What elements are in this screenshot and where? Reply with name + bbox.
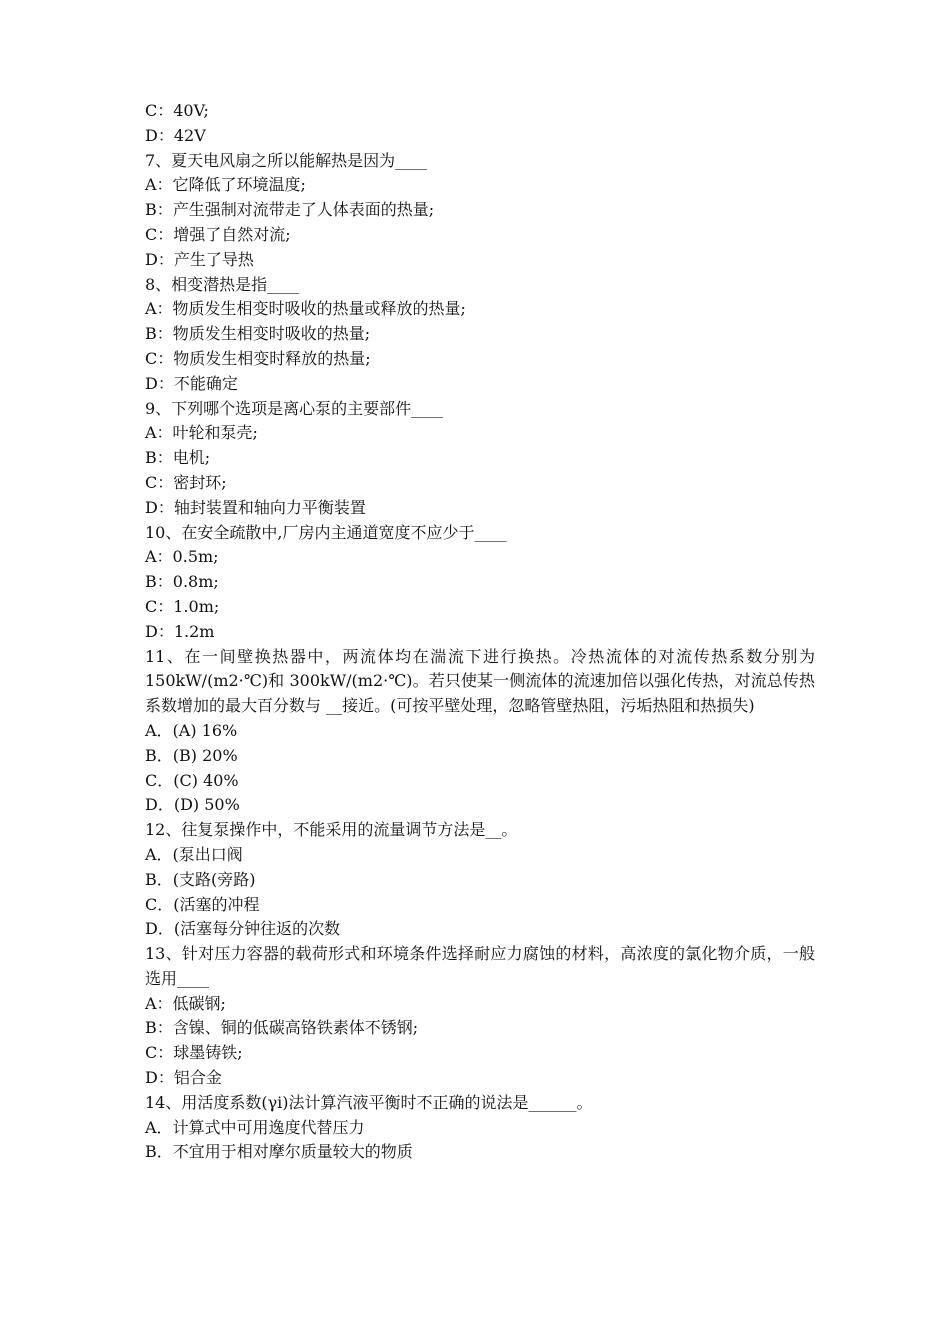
option-c-q6: C：40V; <box>145 101 209 120</box>
option-d-q9: D：轴封装置和轴向力平衡装置 <box>145 497 366 517</box>
option-b-q13: B：含镍、铜的低碳高铬铁素体不锈钢; <box>145 1018 419 1038</box>
option-d-q13: D：铝合金 <box>145 1068 222 1088</box>
question-13: 13、针对压力容器的载荷形式和环境条件选择耐应力腐蚀的材料，高浓度的氯化物介质，一般选用____ <box>145 944 815 988</box>
question-14: 14、用活度系数(γi)法计算汽液平衡时不正确的说法是______。 <box>145 1092 593 1112</box>
option-c-q10: C：1.0m; <box>145 596 220 616</box>
question-8: 8、相变潜热是指____ <box>145 274 300 294</box>
question-11: 11、在一间壁换热器中，两流体均在湍流下进行换热。冷热流体的对流传热系数分别为 150kW/(m2·℃)和 300kW/(m2·℃)。若只使某一侧流体的流速加倍以强化传热，对流总传热系数增加的最大百分数与 __接近。(可按平壁处理，忽略管壁热阻，污垢热阻和热损失) <box>145 646 815 716</box>
question-10: 10、在安全疏散中,厂房内主通道宽度不应少于____ <box>145 522 507 542</box>
option-b-q7: B：产生强制对流带走了人体表面的热量; <box>145 200 435 220</box>
option-c-q9: C：密封环; <box>145 472 227 492</box>
option-a-q12: A．(泵出口阀 <box>145 844 243 864</box>
option-b-q12: B．(支路(旁路) <box>145 869 256 889</box>
option-b-q14: B．不宜用于相对摩尔质量较大的物质 <box>145 1142 413 1162</box>
option-a-q10: A：0.5m; <box>145 547 219 567</box>
option-a-q7: A：它降低了环境温度; <box>145 175 306 195</box>
option-c-q7: C：增强了自然对流; <box>145 224 291 244</box>
document-page <box>145 99 815 1165</box>
option-c-q12: C．(活塞的冲程 <box>145 894 260 914</box>
option-d-q11: D．(D) 50% <box>145 795 240 815</box>
question-9: 9、下列哪个选项是离心泵的主要部件____ <box>145 398 444 418</box>
option-b-q9: B：电机; <box>145 448 211 468</box>
option-b-q8: B：物质发生相变时吸收的热量; <box>145 324 371 344</box>
option-d-q6: D：42V <box>145 125 206 145</box>
option-c-q13: C：球墨铸铁; <box>145 1043 243 1063</box>
option-a-q8: A：物质发生相变时吸收的热量或释放的热量; <box>145 299 466 319</box>
option-c-q8: C：物质发生相变时释放的热量; <box>145 348 371 368</box>
option-d-q7: D：产生了导热 <box>145 249 254 269</box>
question-12: 12、往复泵操作中，不能采用的流量调节方法是__。 <box>145 820 518 840</box>
option-c-q11: C．(C) 40% <box>145 770 239 790</box>
option-b-q11: B．(B) 20% <box>145 745 238 765</box>
option-a-q14: A．计算式中可用逸度代替压力 <box>145 1117 365 1137</box>
option-d-q8: D：不能确定 <box>145 373 238 393</box>
question-7: 7、夏天电风扇之所以能解热是因为____ <box>145 150 428 170</box>
option-b-q10: B：0.8m; <box>145 572 219 592</box>
option-a-q13: A：低碳钢; <box>145 993 226 1013</box>
option-d-q12: D．(活塞每分钟往返的次数 <box>145 919 341 939</box>
option-d-q10: D：1.2m <box>145 621 215 641</box>
option-a-q11: A．(A) 16% <box>145 720 238 740</box>
option-a-q9: A：叶轮和泵壳; <box>145 423 258 443</box>
